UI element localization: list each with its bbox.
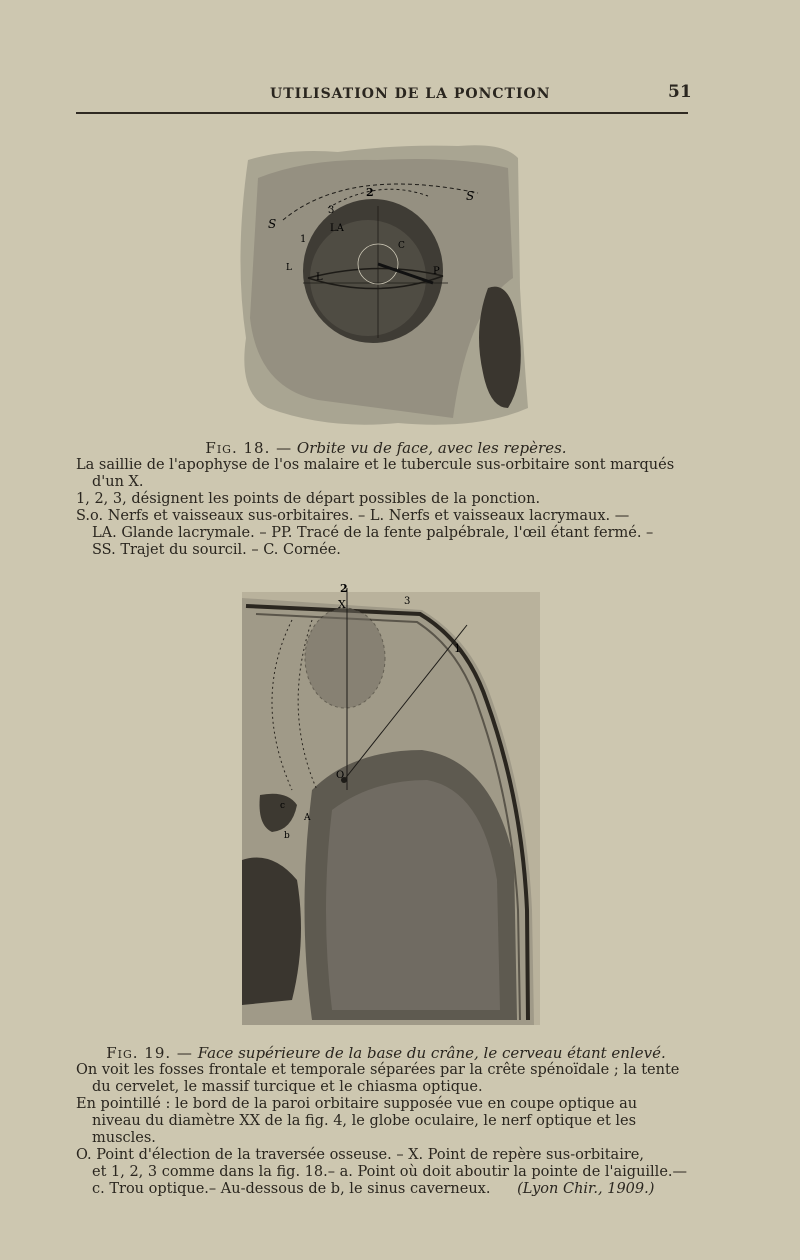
figure-18-line: LA. Glande lacrymale. – PP. Tracé de la fente palpébrale, l'œil étant fermé. –	[92, 525, 654, 541]
fig19-label-3: 3	[404, 596, 411, 607]
figure-19-last-line	[76, 1181, 696, 1198]
running-header-title: UTILISATION DE LA PONCTION	[270, 86, 551, 102]
figure-18-label: Fig. 18. —	[205, 439, 293, 457]
figure-19-title-text: Face supérieure de la base du crâne, le cerveau étant enlevé.	[197, 1044, 666, 1062]
fig18-label-l2: L	[316, 272, 323, 283]
fig19-label-1: 1	[454, 642, 461, 655]
figure-18-line: 1, 2, 3, désignent les points de départ possibles de la ponction.	[76, 491, 541, 507]
figure-18-line: La saillie de l'apophyse de l'os malaire et le tubercule sus-orbitaire sont marqués	[76, 457, 675, 473]
figure-18-caption	[76, 440, 696, 559]
figure-18-title-text: Orbite vu de face, avec les repères.	[296, 439, 567, 457]
figure-19-title	[76, 1045, 696, 1062]
figure-19-line: et 1, 2, 3 comme dans la fig. 18.– a. Point où doit aboutir la pointe de l'aiguille.—	[92, 1164, 688, 1180]
figure-19-line: c. Trou optique.– Au-dessous de b, le sinus caverneux.	[92, 1181, 491, 1197]
figure-19-source: (Lyon Chir., 1909.)	[517, 1181, 655, 1197]
fig18-label-s-right: S	[466, 189, 475, 203]
figure-19-line: du cervelet, le massif turcique et le chiasma optique.	[92, 1079, 483, 1095]
fig19-label-o: O	[336, 770, 345, 781]
figure-18-line: SS. Trajet du sourcil. – C. Cornée.	[92, 542, 341, 558]
fig18-label-2: 2	[366, 186, 374, 199]
header-rule	[76, 112, 688, 114]
figure-19-line: En pointillé : le bord de la paroi orbitaire supposée vue en coupe optique au	[76, 1096, 638, 1112]
figure-18-title	[76, 440, 696, 457]
fig18-label-s-left: S	[268, 217, 277, 231]
fig18-label-c: C	[398, 241, 405, 251]
fig19-label-b: b	[284, 831, 290, 841]
figure-18-line: d'un X.	[92, 474, 144, 490]
fig18-label-l: L	[286, 263, 292, 273]
fig19-label-x: X	[338, 598, 346, 611]
figure-18-line: S.o. Nerfs et vaisseaux sus-orbitaires. – L. Nerfs et vaisseaux lacrymaux. —	[76, 508, 630, 524]
fig18-label-3: 3	[328, 205, 335, 216]
figure-19-label: Fig. 19. —	[106, 1044, 193, 1062]
fig19-label-a: A	[304, 813, 311, 823]
fig18-label-la: LA	[330, 223, 344, 234]
figure-19-line: niveau du diamètre XX de la fig. 4, le globe oculaire, le nerf optique et les muscles.	[92, 1113, 637, 1146]
fig18-label-p: P	[433, 266, 440, 277]
fig19-label-c: c	[280, 801, 286, 811]
figure-19-caption	[76, 1045, 696, 1198]
figure-19-skull-base-illustration	[242, 580, 540, 1025]
page-number: 51	[668, 82, 692, 102]
figure-18-orbit-illustration	[228, 138, 533, 438]
fig19-label-2: 2	[340, 582, 348, 595]
figure-19-line: O. Point d'élection de la traversée osseuse. – X. Point de repère sus-orbitaire,	[76, 1147, 644, 1163]
figure-19-line: On voit les fosses frontale et temporale séparées par la crête spénoïdale ; la tente	[76, 1062, 680, 1078]
fig18-label-1: 1	[300, 234, 307, 245]
